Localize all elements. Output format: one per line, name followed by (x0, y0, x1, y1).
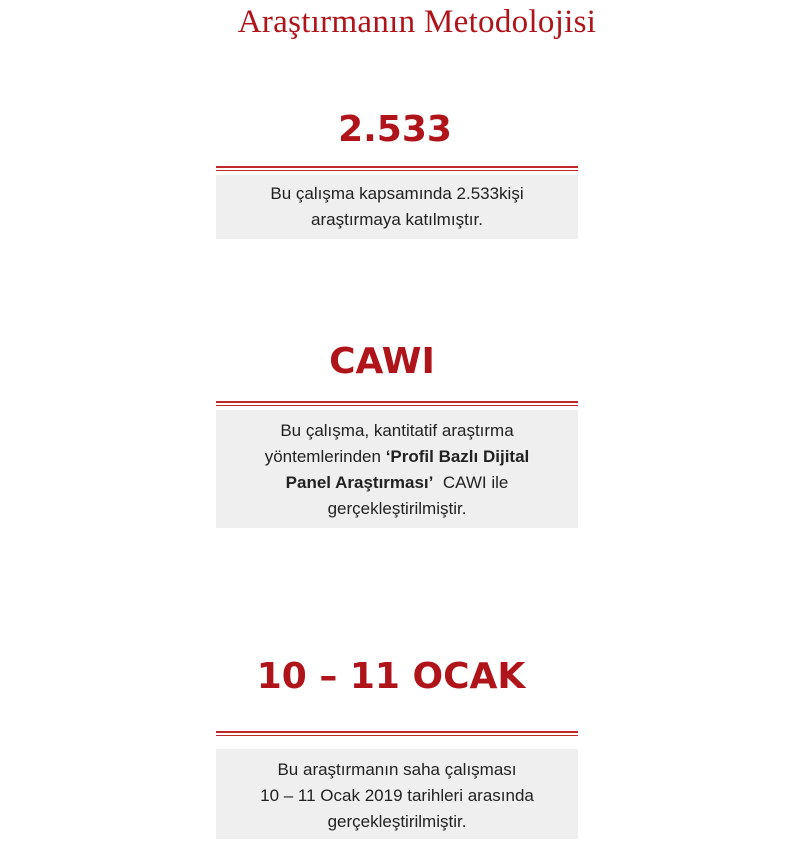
fieldwork-date-description (216, 749, 578, 839)
description-line: gerçekleştirilmiştir. (327, 499, 467, 518)
page-title: Araştırmanın Metodolojisi (237, 4, 597, 40)
section-divider (216, 401, 578, 406)
description-line: Bu çalışma, kantitatif araştırma (280, 421, 514, 440)
fieldwork-date-headline: 10 – 11 OCAK (256, 656, 526, 697)
fieldwork-date-section (216, 655, 578, 839)
participant-count-headline: 2.533 (338, 109, 452, 150)
method-section (216, 340, 578, 528)
description-line: gerçekleştirilmiştir. (327, 812, 467, 831)
description-line: araştırmaya katılmıştır. (311, 210, 483, 229)
method-name-bold: ‘Profil Bazlı Dijital (385, 447, 530, 466)
description-line (226, 470, 568, 496)
participant-count-description (216, 175, 578, 239)
description-line (226, 444, 568, 470)
description-line: Bu çalışma kapsamında 2.533kişi (270, 184, 524, 203)
section-divider (216, 731, 578, 736)
section-divider (216, 166, 578, 171)
description-text: yöntemlerinden (264, 447, 386, 466)
method-description (216, 410, 578, 528)
description-line: 10 – 11 Ocak 2019 tarihleri arasında (260, 786, 534, 805)
method-name-bold: Panel Araştırması’ (285, 473, 434, 492)
method-headline: CAWI (329, 341, 435, 382)
description-text: CAWI ile (433, 473, 509, 492)
participant-count-section (216, 108, 578, 239)
description-line: Bu araştırmanın saha çalışması (277, 760, 517, 779)
